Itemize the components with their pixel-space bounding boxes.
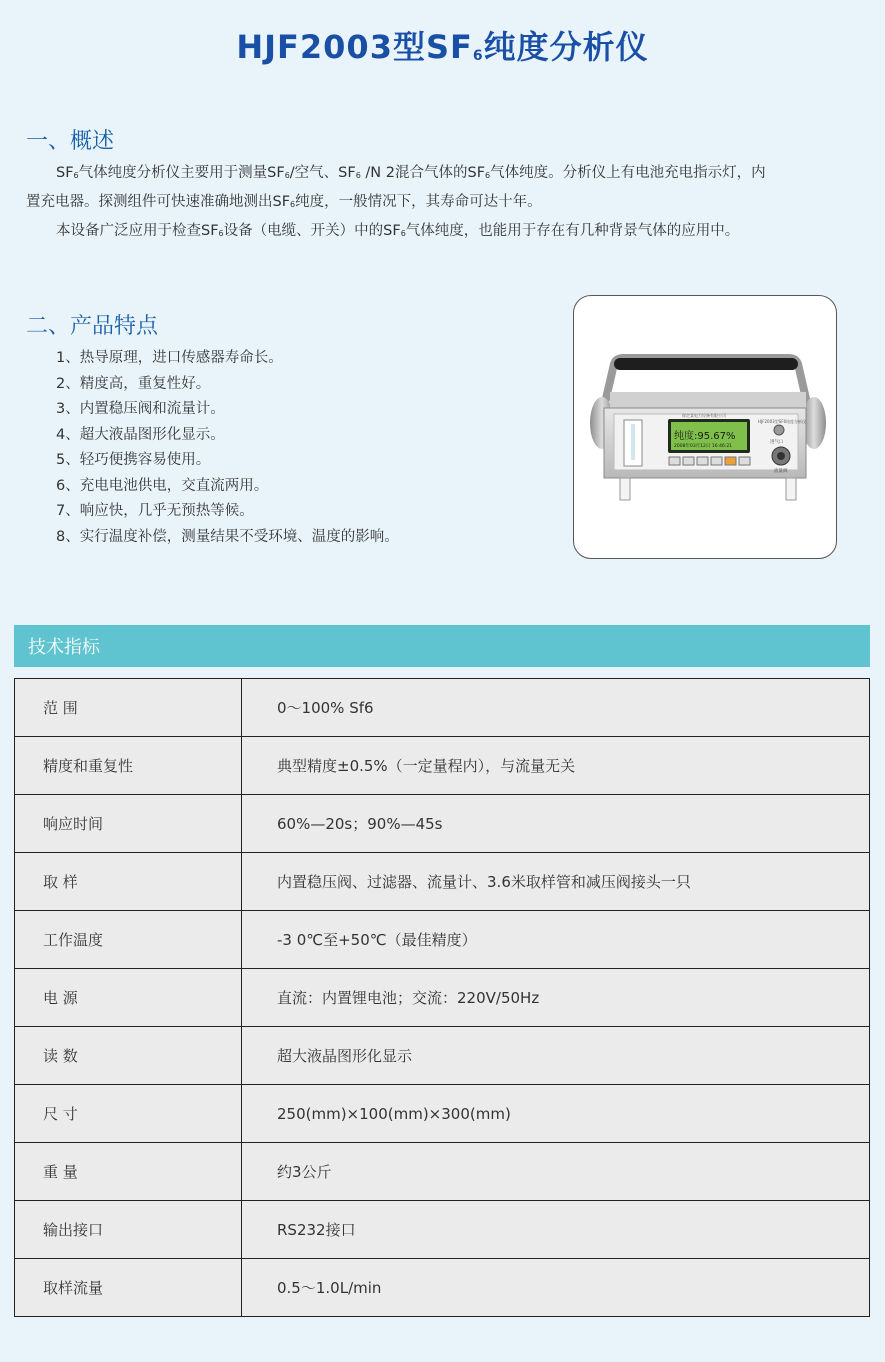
specs-header [14,625,870,667]
spec-value: 250(mm)×100(mm)×300(mm) [242,1085,870,1143]
spec-key: 取样流量 [15,1259,242,1317]
overview-heading: 一、概述 [26,129,115,154]
product-photo [573,295,837,559]
spec-value: RS232接口 [242,1201,870,1259]
lcd-reading: 纯度:95.67% [674,431,736,442]
spec-key: 重 量 [15,1143,242,1201]
table-row [15,795,870,853]
feature-item: 7、响应快，几乎无预热等候。 [56,503,254,519]
table-row [15,1259,870,1317]
spec-key: 尺 寸 [15,1085,242,1143]
table-row [15,1027,870,1085]
table-row [15,737,870,795]
spec-key: 输出接口 [15,1201,242,1259]
table-row [15,1201,870,1259]
lcd-date: 2008年03月12日 16:46:21 [674,444,733,449]
feature-item: 3、内置稳压阀和流量计。 [56,401,225,417]
table-row [15,911,870,969]
title-subscript: 6 [472,48,484,64]
feature-item: 8、实行温度补偿，测量结果不受环境、温度的影响。 [56,528,399,545]
spec-key: 工作温度 [15,911,242,969]
spec-value: 超大液晶图形化显示 [242,1027,870,1085]
overview-line-2: 置充电器。探测组件可快速准确地测出SF6纯度，一般情况下，其寿命可达十年。 [26,194,542,210]
table-row [15,1143,870,1201]
feature-item: 2、精度高，重复性好。 [56,375,211,392]
spec-value: 0～100% Sf6 [242,679,870,737]
feature-item: 4、超大液晶图形化显示。 [56,426,225,443]
feature-item: 5、轻巧便携容易使用。 [56,452,211,468]
spec-value: 60%—20s；90%—45s [242,795,870,853]
spec-value: 典型精度±0.5%（一定量程内），与流量无关 [242,737,870,795]
spec-key: 响应时间 [15,795,242,853]
spec-key: 读 数 [15,1027,242,1085]
table-row [15,969,870,1027]
overview-paragraph [26,160,876,247]
table-row [15,1085,870,1143]
analyzer-device-image [574,296,836,558]
spec-key: 取 样 [15,853,242,911]
specs-table [14,678,870,1317]
table-row [15,853,870,911]
page-title [0,22,885,68]
knob-label: 流量阀 [774,469,788,474]
title-main: HJF2003型SF [236,28,473,66]
features-heading: 二、产品特点 [26,314,159,339]
spec-key: 范 围 [15,679,242,737]
features-list [56,346,399,550]
spec-value: 直流：内置锂电池；交流：220V/50Hz [242,969,870,1027]
model-label: HJF2003型SF6纯度分析仪 [758,419,807,424]
specs-header-label: 技术指标 [28,637,100,658]
overview-line-3: 本设备广泛应用于检查SF6设备（电缆、开关）中的SF6气体纯度，也能用于存在有几种背景气体的应用中。 [56,223,740,239]
title-tail: 纯度分析仪 [483,28,649,66]
port-label: 进气口 [770,440,784,445]
spec-value: 约3公斤 [242,1143,870,1201]
spec-key: 精度和重复性 [15,737,242,795]
spec-value: 0.5～1.0L/min [242,1259,870,1317]
spec-key: 电 源 [15,969,242,1027]
feature-item: 1、热导原理，进口传感器寿命长。 [56,350,283,366]
brand-label: 保定某电力设备有限公司 [682,413,726,418]
overview-line-1: SF6气体纯度分析仪主要用于测量SF6/空气、SF6 /N 2混合气体的SF6气体纯度。分析仪上有电池充电指示灯，内 [56,165,766,181]
feature-item: 6、充电电池供电，交直流两用。 [56,477,269,494]
spec-value: -3 0℃至+50℃（最佳精度） [242,911,870,969]
table-row [15,679,870,737]
spec-value: 内置稳压阀、过滤器、流量计、3.6米取样管和减压阀接头一只 [242,853,870,911]
